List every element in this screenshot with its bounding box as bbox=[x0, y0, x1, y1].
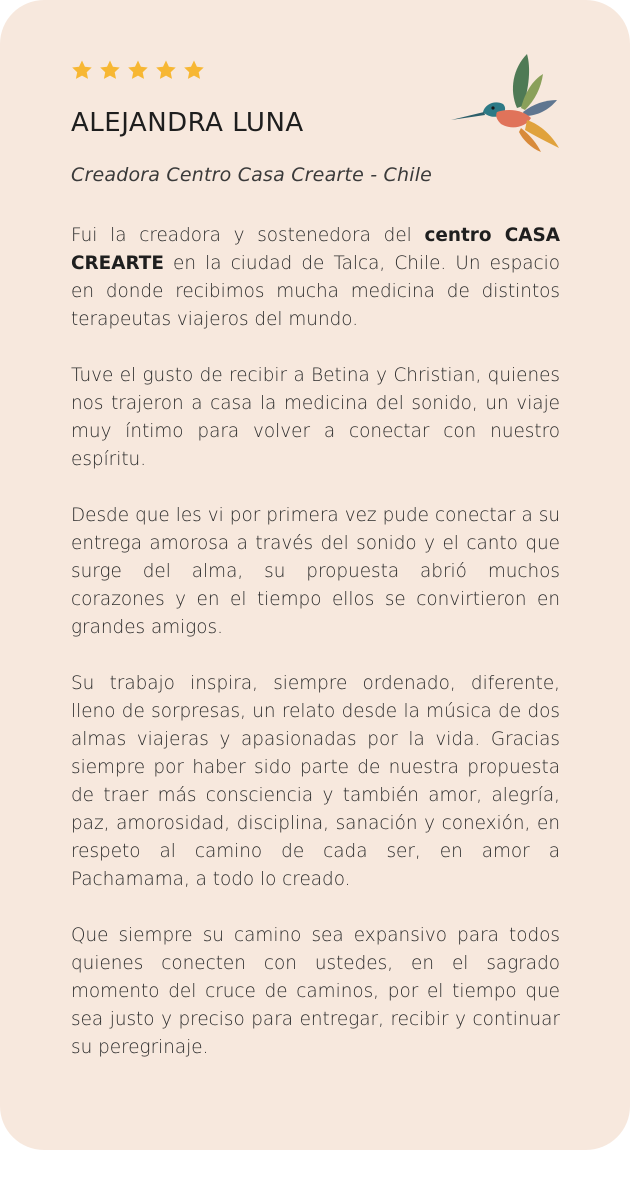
hummingbird-icon bbox=[447, 50, 565, 154]
paragraph: Que siempre su camino sea expansivo para todos quienes conecten con ustedes, en el sagrado momento del cruce de caminos, por el tiempo que sea justo y preciso para entregar, recibir y continuar su peregrinaje. bbox=[71, 925, 560, 1058]
star-icon bbox=[70, 58, 94, 82]
star-icon bbox=[154, 58, 178, 82]
star-icon bbox=[182, 58, 206, 82]
paragraph: Su trabajo inspira, siempre ordenado, diferente, lleno de sorpresas, un relato desde la música de dos almas viajeras y apasionadas por la vida. Gracias siempre por haber sido parte de nuestra propuesta de traer más consciencia y también amor, alegría, paz, amorosidad, disciplina, sanación y conexión, en respeto al camino de cada ser, en amor a Pachamama, a todo lo creado. bbox=[71, 673, 560, 890]
reviewer-title: Creadora Centro Casa Crearte - Chile bbox=[71, 164, 433, 186]
reviewer-name: ALEJANDRA LUNA bbox=[71, 108, 304, 138]
testimonial-text bbox=[71, 222, 560, 1090]
star-icon bbox=[126, 58, 150, 82]
paragraph: Tuve el gusto de recibir a Betina y Christian, quienes nos trajeron a casa la medicina del sonido, un viaje muy íntimo para volver a conectar con nuestro espíritu. bbox=[71, 365, 560, 470]
star-rating bbox=[70, 58, 206, 82]
star-icon bbox=[98, 58, 122, 82]
center-name: centro CASA CREARTE bbox=[71, 225, 560, 274]
paragraph bbox=[71, 222, 560, 334]
paragraph: Desde que les vi por primera vez pude conectar a su entrega amorosa a través del sonido y el canto que surge del alma, su propuesta abrió muchos corazones y en el tiempo ellos se convirtieron en grandes amigos. bbox=[71, 505, 560, 638]
paragraph-text: en la ciudad de Talca, Chile. Un espacio en donde recibimos mucha medicina de distintos terapeutas viajeros del mundo. bbox=[71, 253, 560, 330]
paragraph-text: Fui la creadora y sostenedora del bbox=[71, 225, 425, 246]
